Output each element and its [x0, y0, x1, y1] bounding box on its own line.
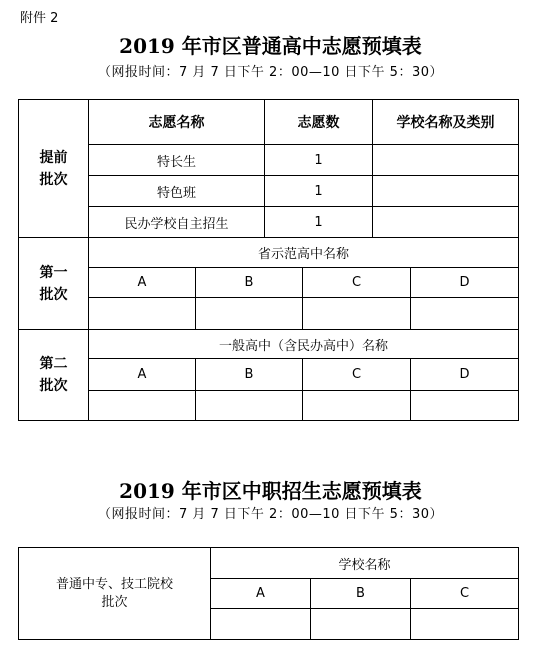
early-row-count: 1 [265, 176, 373, 207]
early-row-school-cell[interactable] [373, 176, 519, 207]
table1-subtitle: （网报时间：7 月 7 日下午 2：00—10 日下午 5：30） [97, 65, 443, 80]
first-col-c: C [303, 268, 411, 298]
second-input-c[interactable] [303, 391, 411, 421]
first-input-d[interactable] [411, 298, 519, 330]
vocational-col-c: C [411, 579, 519, 609]
vocational-col-b: B [311, 579, 411, 609]
first-col-d: D [411, 268, 519, 298]
second-col-c: C [303, 359, 411, 391]
header-school: 学校名称及类别 [373, 100, 519, 145]
first-col-b: B [196, 268, 303, 298]
early-row-name: 特长生 [89, 145, 265, 176]
first-batch-heading: 省示范高中名称 [89, 238, 519, 268]
header-count: 志愿数 [265, 100, 373, 145]
early-row-name: 特色班 [89, 176, 265, 207]
early-row-name: 民办学校自主招生 [89, 207, 265, 238]
first-input-b[interactable] [196, 298, 303, 330]
second-col-b: B [196, 359, 303, 391]
first-input-c[interactable] [303, 298, 411, 330]
second-col-a: A [89, 359, 196, 391]
early-row-count: 1 [265, 207, 373, 238]
vocational-input-c[interactable] [411, 609, 519, 640]
early-row-school-cell[interactable] [373, 145, 519, 176]
vocational-batch-label: 普通中专、技工院校 批次 [19, 548, 211, 640]
early-row-count: 1 [265, 145, 373, 176]
high-school-table [18, 99, 519, 421]
vocational-input-a[interactable] [211, 609, 311, 640]
attachment-label: 附件 2 [20, 11, 59, 26]
second-col-d: D [411, 359, 519, 391]
first-col-a: A [89, 268, 196, 298]
second-batch-label: 第二 批次 [19, 330, 89, 421]
vocational-heading: 学校名称 [211, 548, 519, 579]
second-input-b[interactable] [196, 391, 303, 421]
vocational-col-a: A [211, 579, 311, 609]
early-row-school-cell[interactable] [373, 207, 519, 238]
header-name: 志愿名称 [89, 100, 265, 145]
early-batch-label: 提前 批次 [19, 100, 89, 238]
vocational-table [18, 547, 519, 640]
vocational-input-b[interactable] [311, 609, 411, 640]
second-batch-heading: 一般高中（含民办高中）名称 [89, 330, 519, 359]
table2-subtitle: （网报时间：7 月 7 日下午 2：00—10 日下午 5：30） [97, 507, 443, 522]
table1-title: 2019 年市区普通高中志愿预填表 [119, 34, 422, 58]
second-input-a[interactable] [89, 391, 196, 421]
first-batch-label: 第一 批次 [19, 238, 89, 330]
first-input-a[interactable] [89, 298, 196, 330]
second-input-d[interactable] [411, 391, 519, 421]
table2-title: 2019 年市区中职招生志愿预填表 [119, 479, 422, 503]
